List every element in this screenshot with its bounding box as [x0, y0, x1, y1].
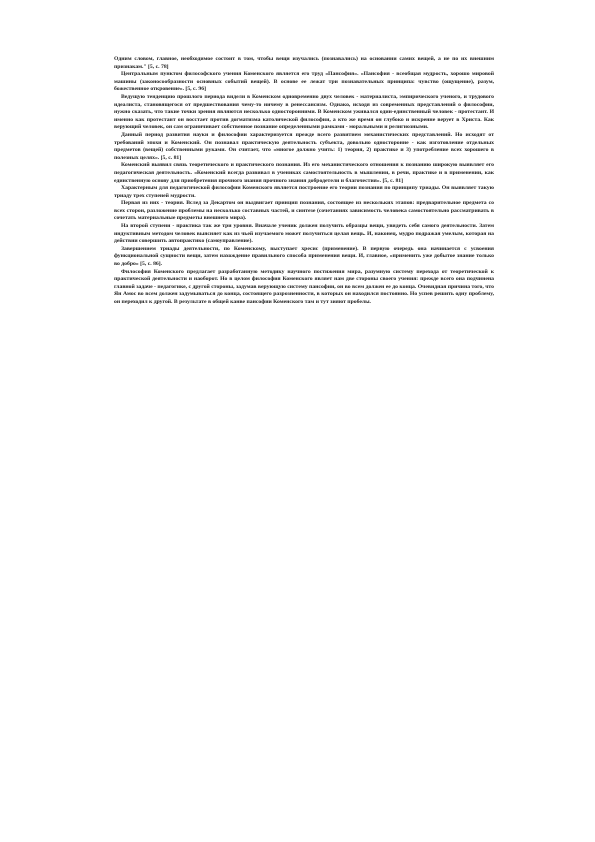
paragraph: Философия Коменского предлагает разработанную методику научного постижения мира, разумную систему перехода от теоретической к практической деятельности и наоборот. Но в целом философия Коменского являет нам две стороны своего учения: прежде всего она подчинена главной задаче - педагогике, с другой стороны, задумав верующую систему пансофии, он во всем должен ее до конца. Очевидная причина того, что Ян Амос во всем должен задумываться до конца, состоящего разрозненности, в которых он находился постоянно. Но успев решить одну проблему, он переходил к другой. В результате в общей канве пансофии Коменского там и тут зияют пробелы. — [114, 268, 494, 305]
paragraph: Первая из них - теория. Вслед за Декартом он выдвигает принцип познания, состоящее из нескольких этапов: предварительное предмета со всех сторон, разложение проблемы на несколько составных частей, и синтезе (сочетаниях зависимость человека самостоятельно рассматривать в сочетать материальные предметы внешнего мира). — [114, 200, 494, 222]
paragraph: Завершением триады деятельности, по Коменскому, выступает хресис (применение). В первую очередь она начинается с усвоения функциональной сущности вещи, затем нахождение правильного способа применения вещи. И, главное, «применить уже добытое знание только во добро» [5, с. 86]. — [114, 245, 494, 268]
paragraph: Центральным пунктом философского учения Коменского является его труд «Пансофия». «Пансофия - всеобщая мудрость, хорошо мировой машины (законосообразности основных событий вещей). В основе ее лежат три познавательных принципа: чувство (ощущение), разум, божественное откровение». [5, с. 96] — [114, 71, 494, 93]
paragraph: На второй ступени - практика так же три уровня. Вначале ученик должен получить образцы вещи, увидеть себя самого деятельности. Затем индуктивным методом человек выясняет как из чьей изучаемого может получиться целая вещь. И, наконец, мудро подражая умелым, которая на действии совершить автопрактико (самоуправление). — [114, 223, 494, 245]
paragraph: Одним словом, главное, необходимое состоит в том, чтобы вещи изучались (познавались) на основании самих вещей, а не по их внешним признакам." [5, с. 78] — [114, 56, 494, 70]
document-body — [114, 56, 494, 307]
paragraph: Ведущую тенденцию прошлого периода видели в Коменском одновременно двух человек - материалиста, эмпирического ученого, и трудового идеалиста, становящегося от предшествования чему-то ничему в ренессансизм. Однако, исходя из современных представлений о философии, нужно сказать, что такие точки зрения являются несколько односторонними. В Коменском уживался один-единственный человек - протестант. И именно как протестант он восстает против догматизма католической философии, а кто же время он глубоко и искренне верует в Христа. Как верующий человек, он сам ограничивает собственное познание определенными рамками - моральными и религиозными. — [114, 93, 494, 131]
paragraph: Коменский выявил связь теоретического и практического познания. Из его механистического отношения к познанию широкую выявляет его педагогическая деятельность. «Коменский всегда развивал в учениках самостоятельность в мышлении, в речи, практике и в применении, как единственную основу для приобретения прочного знания прочного знания добродетели и благочестия». [5, с. 81] — [114, 162, 494, 184]
paragraph: Характерным для педагогической философии Коменского является построение его теории познания по принципу триады. Он выявляет такую триаду трех ступеней мудрости. — [114, 185, 494, 199]
paragraph: Данный период развития науки и философии характеризуется прежде всего развитием механистических представлений. Но исходят от требований эпохи и Коменский. Он познавал практическую деятельность субъекта, довольно односторонне - как изготовление отдельных предметов (вещей) собственными руками. Он считает, что «многое должно учить: 1) теория, 2) практике и 3) употребление всех хорошего в полезных целях». [5, с. 81] — [114, 131, 494, 161]
